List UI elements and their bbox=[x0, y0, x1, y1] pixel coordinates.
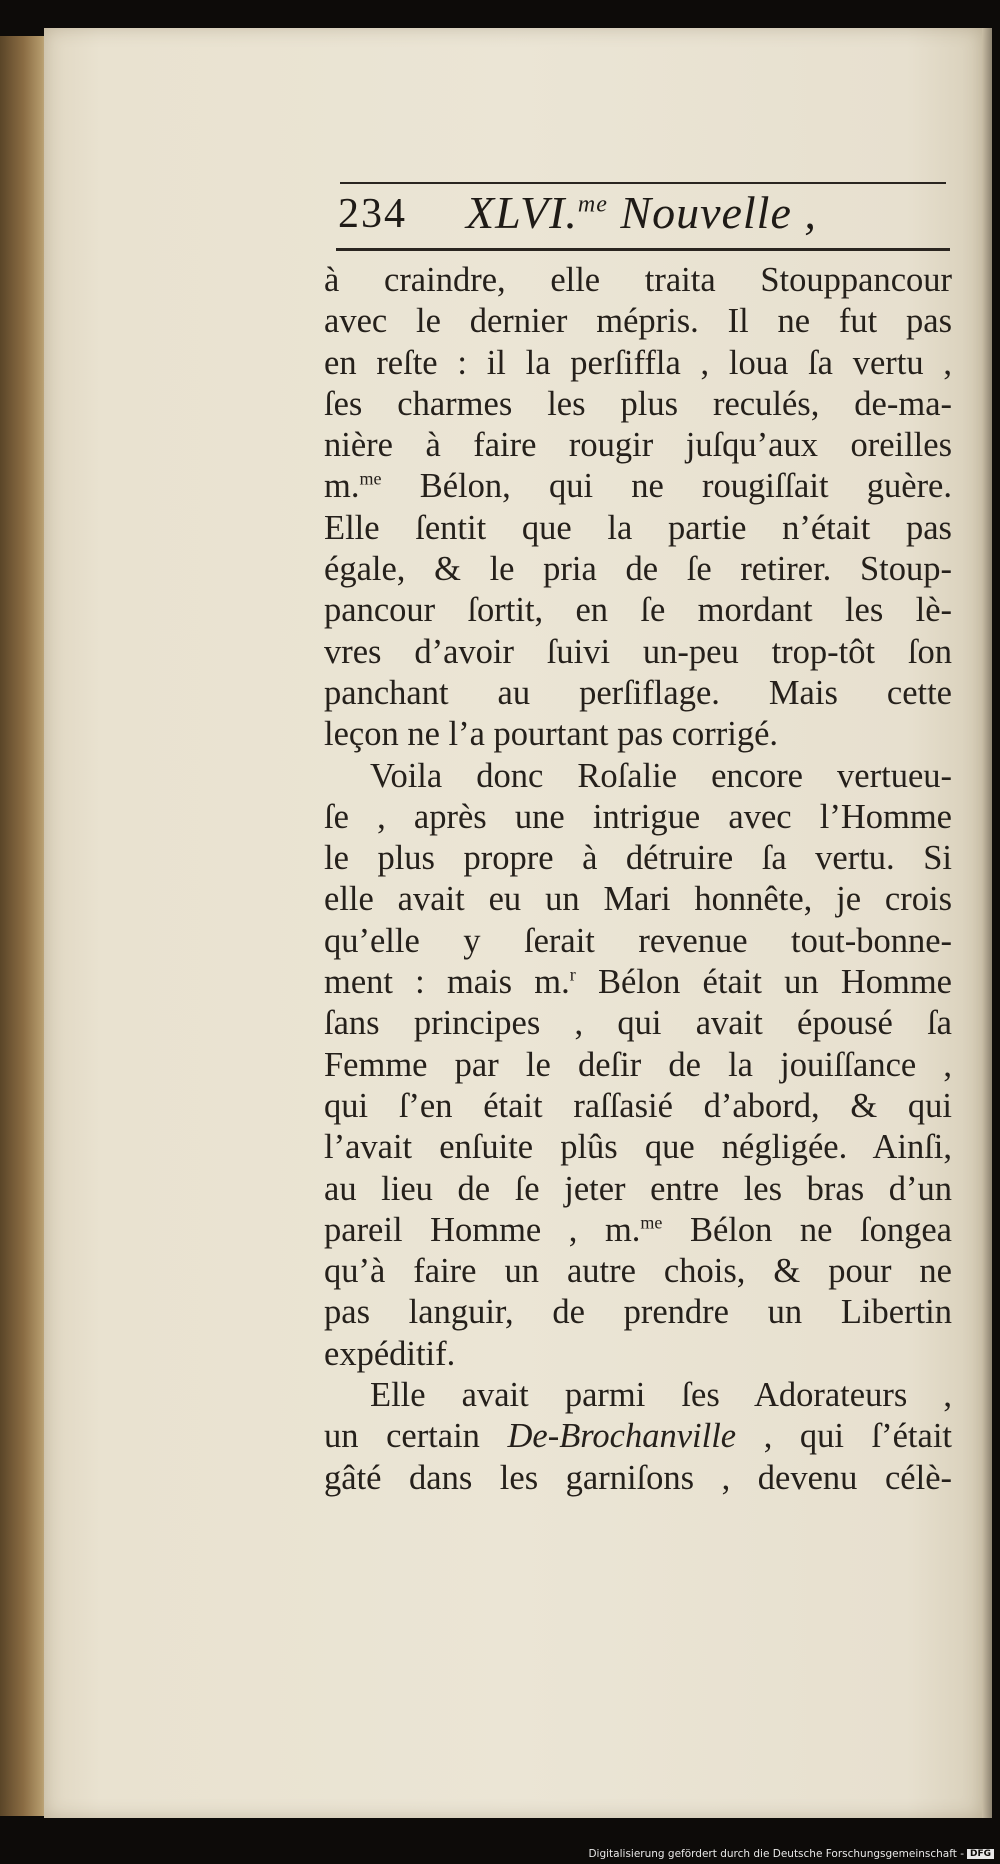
text-segment: au lieu de ſe jeter entre les bras d’un bbox=[324, 1169, 952, 1208]
text-line bbox=[324, 714, 952, 755]
text-segment: panchant au perſiflage. Mais cette bbox=[324, 673, 952, 712]
text-line bbox=[324, 1086, 952, 1127]
text-line bbox=[324, 838, 952, 879]
text-segment: pancour ſortit, en ſe mordant les lè- bbox=[324, 591, 952, 630]
digitization-credit bbox=[588, 1848, 994, 1860]
text-line bbox=[324, 1210, 952, 1251]
text-segment: ſes charmes les plus reculés, de-ma- bbox=[324, 384, 952, 423]
text-segment: Bélon était un Homme bbox=[575, 963, 952, 1002]
text-segment: avec le dernier mépris. Il ne fut pas bbox=[324, 302, 952, 341]
page-edge bbox=[982, 28, 992, 1818]
text-segment: à craindre, elle traita Stouppancour bbox=[324, 261, 952, 299]
italic-name: De-Brochanville bbox=[507, 1417, 737, 1456]
page-number: 234 bbox=[338, 191, 407, 237]
text-segment: l’avait enſuite plûs que négligée. Ainſi, bbox=[324, 1128, 952, 1167]
running-title bbox=[466, 186, 817, 239]
text-segment: qu’elle y ſerait revenue tout-bonne- bbox=[324, 921, 952, 960]
text-line bbox=[324, 632, 952, 673]
text-segment: qui ſ’en était raſſasié d’abord, & qui bbox=[324, 1086, 952, 1125]
text-line bbox=[324, 756, 952, 797]
text-segment: vres d’avoir ſuivi un-peu trop-tôt ſon bbox=[324, 632, 952, 671]
text-line bbox=[324, 1292, 952, 1333]
text-segment: Elle avait parmi ſes Adorateurs , bbox=[370, 1376, 952, 1415]
text-line bbox=[324, 1003, 952, 1044]
text-segment: en reſte : il la perſiffla , loua ſa vertu , bbox=[324, 343, 952, 382]
text-line bbox=[324, 508, 952, 549]
text-segment: ſans principes , qui avait épousé ſa bbox=[324, 1004, 952, 1043]
body-text bbox=[324, 260, 952, 1499]
text-line bbox=[324, 1416, 952, 1457]
text-segment: nière à faire rougir juſqu’aux oreilles bbox=[324, 426, 952, 465]
text-segment: , qui ſ’était bbox=[736, 1417, 952, 1456]
text-line bbox=[324, 425, 952, 466]
text-line bbox=[324, 1127, 952, 1168]
header-rule-top bbox=[340, 182, 946, 184]
text-line bbox=[324, 343, 952, 384]
text-line bbox=[324, 549, 952, 590]
text-line bbox=[324, 1251, 952, 1292]
running-title-sup: me bbox=[577, 191, 608, 218]
text-line bbox=[324, 384, 952, 425]
text-segment: le plus propre à détruire ſa vertu. Si bbox=[324, 839, 952, 878]
text-line bbox=[324, 879, 952, 920]
text-line bbox=[324, 1169, 952, 1210]
text-segment: Elle ſentit que la partie n’était pas bbox=[324, 508, 952, 547]
text-line bbox=[324, 1458, 952, 1499]
text-line bbox=[324, 260, 952, 301]
text-line bbox=[324, 1045, 952, 1086]
text-segment: pareil Homme , m. bbox=[324, 1210, 641, 1249]
text-line bbox=[324, 962, 952, 1003]
text-line bbox=[324, 590, 952, 631]
running-title-rest: Nouvelle , bbox=[607, 187, 817, 238]
text-line bbox=[324, 301, 952, 342]
text-line bbox=[324, 797, 952, 838]
superscript: me bbox=[640, 1212, 663, 1233]
page-header bbox=[338, 186, 948, 246]
text-segment: m. bbox=[324, 467, 360, 506]
superscript: r bbox=[569, 964, 576, 985]
text-segment: ſe , après une intrigue avec l’Homme bbox=[324, 797, 952, 836]
header-rule-bottom bbox=[336, 248, 950, 251]
text-segment: Bélon, qui ne rougiſſait guère. bbox=[381, 467, 952, 506]
text-line bbox=[324, 921, 952, 962]
text-segment: Voila donc Roſalie encore vertueu- bbox=[370, 756, 952, 795]
text-segment: gâté dans les garniſons , devenu célè- bbox=[324, 1458, 952, 1497]
text-segment: pas languir, de prendre un Libertin bbox=[324, 1293, 952, 1332]
text-segment: Femme par le deſir de la jouiſſance , bbox=[324, 1045, 952, 1084]
superscript: me bbox=[359, 468, 382, 489]
text-line bbox=[324, 1375, 952, 1416]
text-segment: égale, & le pria de ſe retirer. Stoup- bbox=[324, 550, 952, 589]
text-segment: leçon ne l’a pourtant pas corrigé. bbox=[324, 715, 779, 754]
text-segment: ment : mais m. bbox=[324, 963, 570, 1002]
credit-text: Digitalisierung gefördert durch die Deutsche Forschungsgemeinschaft - bbox=[588, 1848, 964, 1860]
text-line bbox=[324, 673, 952, 714]
text-segment: qu’à faire un autre chois, & pour ne bbox=[324, 1252, 952, 1291]
text-segment: expéditif. bbox=[324, 1334, 456, 1373]
running-title-main: XLVI. bbox=[466, 187, 578, 238]
dfg-logo: DFG bbox=[967, 1849, 994, 1859]
text-line bbox=[324, 1334, 952, 1375]
text-segment: Bélon ne ſongea bbox=[662, 1210, 952, 1249]
text-line bbox=[324, 466, 952, 507]
text-segment: elle avait eu un Mari honnête, je crois bbox=[324, 880, 952, 919]
text-segment: un certain bbox=[324, 1417, 508, 1456]
